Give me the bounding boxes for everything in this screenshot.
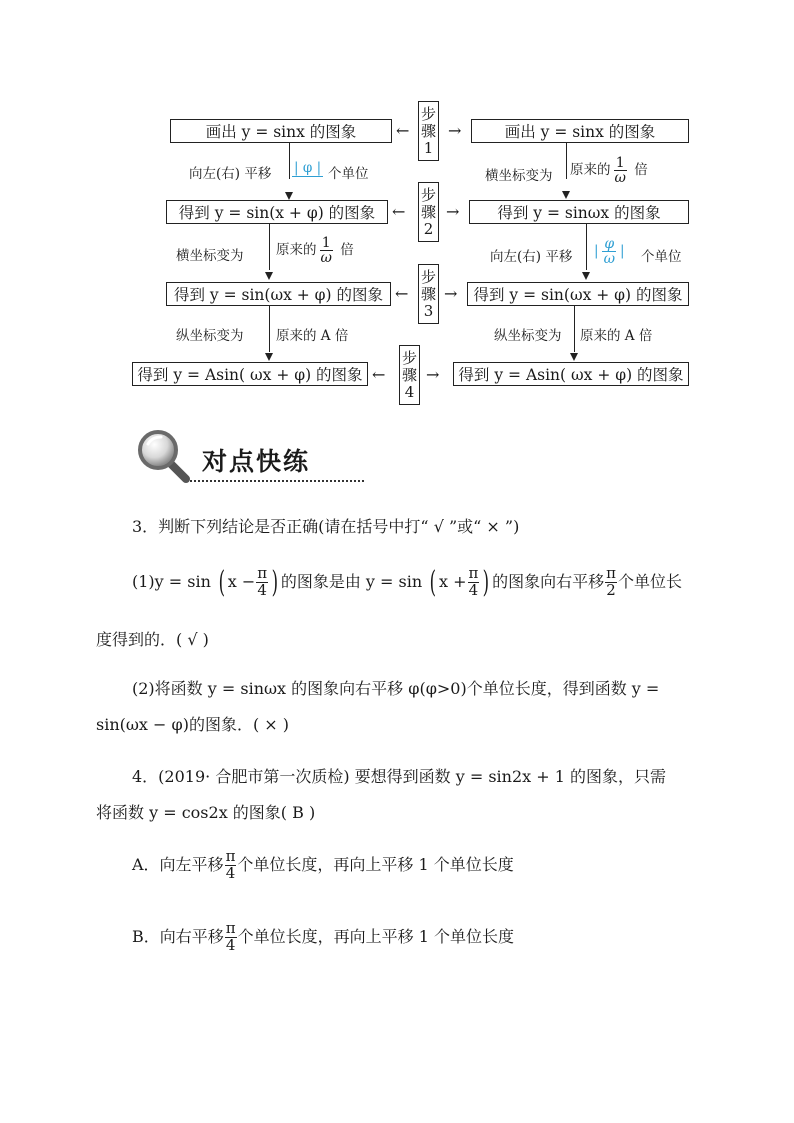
q4-stem-line1: 4．(2019· 合肥市第一次质检) 要想得到函数 y = sin2x + 1 的图象，只需	[132, 767, 667, 786]
left-transform-1-value: | φ |	[294, 160, 322, 176]
right-arrowhead-2	[582, 272, 590, 280]
step-4-right-arrow: →	[426, 365, 440, 384]
q3-item2-line2: sin(ωx − φ)的图象．( × )	[96, 715, 290, 734]
q3-item2-line1: (2)将函数 y = sinωx 的图象向右平移 φ(φ>0)个单位长度，得到函数 y =	[132, 679, 660, 698]
q3-stem: 3．判断下列结论是否正确(请在括号中打“ √ ”或“ × ”)	[132, 517, 520, 536]
left-arrow-1	[289, 143, 290, 179]
step-2-right-arrow: →	[446, 202, 460, 221]
step-1-label: 步 骤 1	[418, 101, 439, 161]
right-arrowhead-3	[570, 353, 578, 361]
step-3-left-arrow: ←	[395, 284, 409, 303]
step-2-label: 步 骤 2	[418, 182, 439, 242]
section-title: 对点快练	[202, 447, 311, 476]
right-transform-2-unit: 个单位	[641, 249, 682, 265]
left-step3-box: 得到 y = sin(ωx + φ) 的图象	[166, 282, 391, 306]
q4-option-a: A．向左平移 $\frac{\pi}{4}$ 个单位长度，再向上平移 1 个单位长度	[132, 847, 514, 882]
right-transform-1-ratio: 原来的 $\frac{1}{\omega}$ 倍	[570, 155, 648, 186]
right-transform-3: 纵坐标变为	[494, 328, 562, 344]
left-transform-2-ratio: 原来的 $\frac{1}{\omega}$ 倍	[276, 235, 354, 266]
right-arrowhead-1	[562, 191, 570, 199]
left-arrow-2	[269, 224, 270, 270]
step-2-left-arrow: ←	[392, 202, 406, 221]
step-3-right-arrow: →	[444, 284, 458, 303]
right-transform-2-value: | $\frac{\varphi}{\omega}$ |	[594, 236, 625, 267]
step-3-label: 步 骤 3	[418, 264, 439, 324]
left-transform-1-unit: 个单位	[328, 166, 369, 182]
left-step4-box: 得到 y = Asin( ωx + φ) 的图象	[132, 362, 368, 386]
right-arrow-1	[566, 143, 567, 179]
section-header	[134, 426, 364, 486]
step-4-left-arrow: ←	[372, 365, 386, 384]
right-transform-2: 向左(右) 平移	[490, 249, 573, 265]
right-arrow-3	[574, 306, 575, 352]
left-arrowhead-1	[285, 192, 293, 200]
left-arrow-3	[269, 306, 270, 352]
step-1-right-arrow: →	[448, 121, 462, 140]
magnifier-icon	[134, 426, 196, 486]
right-arrow-2	[586, 224, 587, 270]
left-transform-2: 横坐标变为	[176, 248, 244, 264]
right-step4-box: 得到 y = Asin( ωx + φ) 的图象	[453, 362, 689, 386]
left-arrowhead-3	[265, 353, 273, 361]
left-transform-3: 纵坐标变为	[176, 328, 244, 344]
right-step3-box: 得到 y = sin(ωx + φ) 的图象	[467, 282, 689, 306]
q4-option-b: B．向右平移 $\frac{\pi}{4}$ 个单位长度，再向上平移 1 个单位长度	[132, 919, 514, 954]
left-transform-1: 向左(右) 平移	[189, 166, 272, 182]
right-step1-box: 画出 y = sinx 的图象	[471, 119, 689, 143]
step-1-left-arrow: ←	[396, 121, 410, 140]
q3-item1-line2: 度得到的．( √ )	[96, 630, 209, 649]
step-4-label: 步 骤 4	[399, 345, 420, 405]
right-step2-box: 得到 y = sinωx 的图象	[469, 200, 689, 224]
q3-item1-line1: (1)y = sin ( x − $\frac{\pi}{4}$ ) 的图象是由 y = sin ( x + $\frac{\pi}{4}$ ) 的图象向右平移 $\frac{\pi}{2}$ 个单位长	[132, 564, 682, 600]
left-arrowhead-2	[265, 272, 273, 280]
right-transform-1: 横坐标变为	[485, 168, 553, 184]
right-transform-3-ratio: 原来的 A 倍	[580, 328, 653, 344]
left-step2-box: 得到 y = sin(x + φ) 的图象	[166, 200, 388, 224]
left-transform-3-ratio: 原来的 A 倍	[276, 328, 349, 344]
q4-stem-line2: 将函数 y = cos2x 的图象( B )	[96, 803, 316, 822]
left-step1-box: 画出 y = sinx 的图象	[170, 119, 392, 143]
section-underline	[190, 480, 364, 482]
